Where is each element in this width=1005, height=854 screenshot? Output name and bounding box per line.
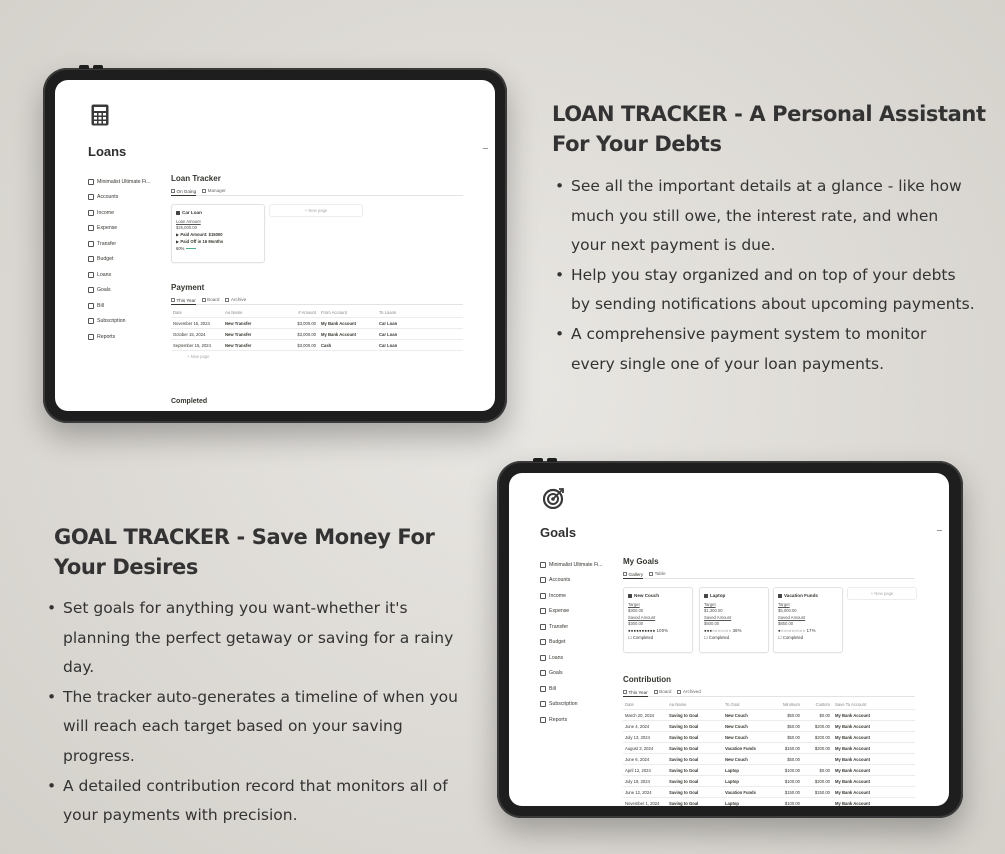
target-label: Target xyxy=(704,602,716,607)
table-cell: $150.00 xyxy=(814,789,830,795)
sidebar-item-icon xyxy=(540,562,546,568)
table-cell: $50.00 xyxy=(787,712,800,718)
progress-dots: ●○○○○○○○○○ 17% xyxy=(778,628,816,633)
sidebar-item-label: Expense xyxy=(97,225,118,232)
sidebar-item-label: Income xyxy=(97,209,115,216)
sidebar-item-label: Reports xyxy=(97,333,116,340)
sidebar-item-label: Minimalist Ultimate Fi... xyxy=(549,561,603,568)
table-cell: Saving to Goal xyxy=(669,745,699,751)
table-row[interactable] xyxy=(623,743,915,754)
new-row-button[interactable]: + New page xyxy=(187,353,210,359)
sidebar-item[interactable] xyxy=(540,635,620,651)
table-cell: Vacation Funds xyxy=(725,745,756,751)
scroll-indicator xyxy=(937,530,942,531)
goal-heading: GOAL TRACKER - Save Money For Your Desires xyxy=(54,525,435,579)
sidebar-item[interactable] xyxy=(88,298,168,314)
sidebar-item-icon xyxy=(540,608,546,614)
sidebar-item[interactable] xyxy=(88,205,168,221)
tab-this-year[interactable]: This Year xyxy=(623,689,648,697)
sidebar-item[interactable] xyxy=(88,329,168,345)
sidebar-item[interactable] xyxy=(540,557,620,573)
sidebar-item-label: Transfer xyxy=(97,240,117,247)
sidebar-item-label: Goals xyxy=(97,287,111,294)
table-cell: $50.00 xyxy=(787,723,800,729)
table-row[interactable] xyxy=(623,732,915,743)
loan-amount-value: $25,000.00 xyxy=(176,225,197,230)
table-cell: $100.00 xyxy=(784,767,800,773)
table-cell: March 20, 2024 xyxy=(625,712,655,718)
table-cell: My Bank Account xyxy=(835,723,870,729)
loan-bullets xyxy=(555,172,975,379)
column-header[interactable]: Aa Name xyxy=(669,701,687,707)
payment-title: Payment xyxy=(171,283,205,292)
sidebar-item-icon xyxy=(88,194,94,200)
paid-amount: ▶ Paid Amount: $15000 xyxy=(176,232,223,237)
target-label: Target xyxy=(778,602,790,607)
table-row[interactable] xyxy=(623,765,915,776)
sidebar-item-icon xyxy=(540,593,546,599)
contribution-title: Contribution xyxy=(623,675,671,684)
table-row[interactable] xyxy=(171,329,463,340)
sidebar-item-icon xyxy=(88,287,94,293)
table-cell: Saving to Goal xyxy=(669,734,699,740)
sidebar-item-icon xyxy=(88,179,94,185)
tab-manager[interactable]: Manager xyxy=(202,188,226,193)
sidebar-item-label: Budget xyxy=(549,639,566,646)
sidebar-item-icon xyxy=(88,225,94,231)
table-cell: June 12, 2024 xyxy=(625,789,652,795)
my-goals-tabs xyxy=(623,571,915,579)
sidebar-item-icon xyxy=(88,303,94,309)
paid-off: ▶ Paid Off in 16 Months xyxy=(176,239,224,244)
loan-bullet: • Help you stay organized and on top of your debts by sending notifications about upcoming payments. xyxy=(555,261,975,320)
page-title: Loans xyxy=(88,144,127,159)
table-cell: $200.00 xyxy=(814,723,830,729)
sidebar-item-label: Accounts xyxy=(549,577,571,584)
progress-dots: ●●●○○○○○○○ 38% xyxy=(704,628,742,633)
sidebar-item-icon xyxy=(88,334,94,340)
table-cell: Car Loan xyxy=(379,342,398,348)
column-header[interactable]: To Loans xyxy=(379,309,396,315)
car-loan-card[interactable] xyxy=(171,204,265,263)
tab-table[interactable]: Table xyxy=(649,571,665,576)
payment-tabs xyxy=(171,297,463,305)
column-header[interactable]: Aa Name xyxy=(225,309,243,315)
progress-dots: ●●●●●●●●●● 100% xyxy=(628,628,669,633)
sidebar-item-icon xyxy=(88,272,94,278)
table-cell: New Couch xyxy=(725,712,748,718)
table-cell: Saving to Goal xyxy=(669,778,699,784)
sidebar-item-icon xyxy=(540,701,546,707)
table-cell: $200.00 xyxy=(814,734,830,740)
tab-on-going[interactable]: On Going xyxy=(171,188,196,196)
goals-tablet xyxy=(497,461,963,818)
table-cell: New Transfer xyxy=(225,342,252,348)
table-cell: $0.00 xyxy=(819,712,830,718)
goal-bullet: • The tracker auto-generates a timeline of when you will reach each target based on your saving progress. xyxy=(47,683,475,772)
goal-card[interactable] xyxy=(699,587,769,653)
sidebar-item[interactable] xyxy=(88,236,168,252)
table-cell: Laptop xyxy=(725,800,739,806)
table-cell: Saving to Goal xyxy=(669,756,699,762)
sidebar-item-icon xyxy=(88,241,94,247)
table-cell: $100.00 xyxy=(784,778,800,784)
sidebar-item-label: Goals xyxy=(549,670,563,677)
table-cell: $50.00 xyxy=(787,756,800,762)
table-cell: $50.00 xyxy=(787,734,800,740)
sidebar-item-label: Reports xyxy=(549,716,568,723)
table-cell: My Bank Account xyxy=(321,320,356,326)
loan-bullet: • See all the important details at a glance - like how much you still owe, the interest rate, and when your next payment is due. xyxy=(555,172,975,261)
sidebar-item-icon xyxy=(540,670,546,676)
table-cell: August 3, 2024 xyxy=(625,745,654,751)
column-header[interactable]: Date xyxy=(173,309,182,315)
sidebar-item[interactable] xyxy=(88,221,168,237)
completed-checkbox[interactable]: ☐ Completed xyxy=(628,635,654,640)
table-cell: Saving to Goal xyxy=(669,712,699,718)
table-cell: Vacation Funds xyxy=(725,789,756,795)
table-cell: My Bank Account xyxy=(835,712,870,718)
card-title: Vacation Funds xyxy=(778,593,838,598)
table-row[interactable] xyxy=(623,710,915,721)
sidebar-item-icon xyxy=(540,639,546,645)
target-value: $300.00 xyxy=(628,608,644,613)
tab-archived[interactable]: Archived xyxy=(677,689,700,694)
loan-heading: LOAN TRACKER - A Personal Assistant For Your Debts xyxy=(552,102,986,156)
car-icon xyxy=(176,211,180,215)
sidebar xyxy=(88,174,168,345)
table-cell: New Couch xyxy=(725,756,748,762)
table-cell: Saving to Goal xyxy=(669,767,699,773)
contribution-table xyxy=(623,699,915,806)
sidebar-item-icon xyxy=(88,318,94,324)
table-cell: Saving to Goal xyxy=(669,723,699,729)
table-cell: Cash xyxy=(321,342,332,348)
loans-screen xyxy=(55,80,495,411)
saved-value: $300.00 xyxy=(628,621,644,626)
target-value: $5,000.00 xyxy=(778,608,797,613)
sidebar-item[interactable] xyxy=(88,267,168,283)
sidebar-item-label: Loans xyxy=(549,654,564,661)
sidebar-item-label: Budget xyxy=(97,256,114,263)
loan-progress: 60% xyxy=(176,246,260,251)
saved-label: Saved Amount xyxy=(628,615,656,620)
column-header[interactable]: Save To Account xyxy=(835,701,867,707)
sidebar-item[interactable] xyxy=(88,190,168,206)
table-cell: Car Loan xyxy=(379,320,398,326)
goal-bullets xyxy=(47,594,475,831)
sidebar-item-icon xyxy=(540,717,546,723)
sidebar-item-icon xyxy=(540,686,546,692)
sidebar-item-label: Expense xyxy=(549,608,570,615)
calculator-icon xyxy=(91,104,109,131)
table-cell: $200.00 xyxy=(814,745,830,751)
sidebar-item[interactable] xyxy=(540,712,620,728)
table-cell: My Bank Account xyxy=(835,767,870,773)
column-header[interactable]: Date xyxy=(625,701,634,707)
loan-tracker-tabs xyxy=(171,188,463,196)
goal-icon xyxy=(704,594,708,598)
new-page-card[interactable]: + New page xyxy=(847,587,917,600)
sidebar-item-label: Income xyxy=(549,592,567,599)
goal-icon xyxy=(628,594,632,598)
sidebar-item[interactable] xyxy=(540,573,620,589)
table-cell: $3,000.00 xyxy=(297,331,316,337)
table-row[interactable] xyxy=(623,787,915,798)
sidebar-item-label: Minimalist Ultimate Fi... xyxy=(97,178,151,185)
saved-value: $500.00 xyxy=(704,621,720,626)
sidebar-item[interactable] xyxy=(540,681,620,697)
table-cell: November 1, 2024 xyxy=(625,800,660,806)
saved-label: Saved Amount xyxy=(778,615,806,620)
goals-screen xyxy=(509,473,949,806)
sidebar-item-label: Subscription xyxy=(549,701,578,708)
tab-gallery[interactable]: Gallery xyxy=(623,571,643,579)
table-cell: $100.00 xyxy=(784,800,800,806)
target-value: $1,300.00 xyxy=(704,608,723,613)
column-header[interactable]: To Goal xyxy=(725,701,740,707)
card-title: New Couch xyxy=(628,593,688,598)
table-row[interactable] xyxy=(623,798,915,806)
sidebar-item[interactable] xyxy=(540,604,620,620)
completed-checkbox[interactable]: ☐ Completed xyxy=(778,635,804,640)
table-cell: Laptop xyxy=(725,767,739,773)
sidebar-item-label: Bill xyxy=(97,302,104,309)
sidebar-item[interactable] xyxy=(540,588,620,604)
table-cell: September 15, 2024 xyxy=(173,342,211,348)
saved-label: Saved Amount xyxy=(704,615,732,620)
table-cell: New Couch xyxy=(725,723,748,729)
sidebar-item-label: Transfer xyxy=(549,623,569,630)
table-cell: New Transfer xyxy=(225,331,252,337)
table-cell: $150.00 xyxy=(784,745,800,751)
table-row[interactable] xyxy=(171,340,463,351)
sidebar-item-icon xyxy=(540,624,546,630)
table-header xyxy=(171,307,463,318)
table-cell: July 19, 2024 xyxy=(625,778,650,784)
sidebar-item[interactable] xyxy=(88,174,168,190)
target-label: Target xyxy=(628,602,640,607)
loan-amount-label: Loan Amount xyxy=(176,219,201,224)
table-cell: My Bank Account xyxy=(835,778,870,784)
table-cell: June 6, 2024 xyxy=(625,756,650,762)
column-header[interactable]: Minimum xyxy=(783,701,800,707)
new-page-card[interactable]: + New page xyxy=(269,204,363,217)
sidebar-item-icon xyxy=(540,655,546,661)
loan-bullet: • A comprehensive payment system to monitor every single one of your loan payments. xyxy=(555,320,975,379)
sidebar-item[interactable] xyxy=(88,252,168,268)
goal-card[interactable] xyxy=(773,587,843,653)
sidebar-item-label: Accounts xyxy=(97,194,119,201)
loans-tablet xyxy=(43,68,507,423)
sidebar-item[interactable] xyxy=(540,666,620,682)
contribution-tabs xyxy=(623,689,915,697)
table-row[interactable] xyxy=(623,754,915,765)
sidebar-item-label: Bill xyxy=(549,685,556,692)
scroll-indicator xyxy=(483,148,488,149)
column-header[interactable]: # Amount xyxy=(298,309,316,315)
completed-title: Completed xyxy=(171,398,208,405)
sidebar-item[interactable] xyxy=(540,619,620,635)
goal-card[interactable] xyxy=(623,587,693,653)
table-cell: November 15, 2024 xyxy=(173,320,210,326)
sidebar-item-icon xyxy=(88,210,94,216)
table-row[interactable] xyxy=(623,721,915,732)
tab-this-year[interactable]: This Year xyxy=(171,297,196,305)
table-cell: Car Loan xyxy=(379,331,398,337)
loan-tracker-title: Loan Tracker xyxy=(171,174,221,183)
table-cell: July 13, 2024 xyxy=(625,734,650,740)
completed-checkbox[interactable]: ☐ Completed xyxy=(704,635,730,640)
tab-board[interactable]: Board xyxy=(654,689,672,694)
card-title: Car Loan xyxy=(176,210,260,215)
table-cell: Saving to Goal xyxy=(669,789,699,795)
card-title: Laptop xyxy=(704,593,764,598)
table-header xyxy=(623,699,915,710)
table-cell: My Bank Account xyxy=(835,745,870,751)
column-header[interactable]: From Account xyxy=(321,309,347,315)
table-cell: My Bank Account xyxy=(835,800,870,806)
table-cell: My Bank Account xyxy=(835,734,870,740)
table-cell: My Bank Account xyxy=(321,331,356,337)
goal-icon xyxy=(778,594,782,598)
table-cell: June 4, 2024 xyxy=(625,723,650,729)
sidebar-item-label: Loans xyxy=(97,271,112,278)
sidebar-item[interactable] xyxy=(540,650,620,666)
table-cell: $150.00 xyxy=(784,789,800,795)
goal-bullet: • Set goals for anything you want-whether it's planning the perfect getaway or saving for a rainy day. xyxy=(47,594,475,683)
sidebar-item[interactable] xyxy=(88,283,168,299)
table-cell: April 12, 2024 xyxy=(625,767,651,773)
tab-archive[interactable]: Archive xyxy=(225,297,246,302)
table-cell: My Bank Account xyxy=(835,789,870,795)
table-cell: $3,000.00 xyxy=(297,342,316,348)
sidebar-item[interactable] xyxy=(540,697,620,713)
payment-table xyxy=(171,307,463,361)
table-cell: My Bank Account xyxy=(835,756,870,762)
table-cell: New Transfer xyxy=(225,320,252,326)
sidebar-item-icon xyxy=(540,577,546,583)
page-title: Goals xyxy=(540,525,577,540)
sidebar-item[interactable] xyxy=(88,314,168,330)
sidebar-item-label: Subscription xyxy=(97,318,126,325)
table-row[interactable] xyxy=(623,776,915,787)
goal-bullet: • A detailed contribution record that monitors all of your payments with precision. xyxy=(47,772,475,831)
table-cell: Laptop xyxy=(725,778,739,784)
table-cell: $200.00 xyxy=(814,778,830,784)
table-cell: October 15, 2024 xyxy=(173,331,206,337)
sidebar-item-icon xyxy=(88,256,94,262)
table-cell: New Couch xyxy=(725,734,748,740)
column-header[interactable]: Custom xyxy=(815,701,830,707)
target-icon xyxy=(543,487,565,514)
my-goals-title: My Goals xyxy=(623,557,659,566)
table-cell: $0.00 xyxy=(819,767,830,773)
tab-board[interactable]: Board xyxy=(202,297,220,302)
table-cell: Saving to Goal xyxy=(669,800,699,806)
table-row[interactable] xyxy=(171,318,463,329)
saved-value: $850.00 xyxy=(778,621,794,626)
sidebar xyxy=(540,557,620,728)
table-cell: $3,000.00 xyxy=(297,320,316,326)
